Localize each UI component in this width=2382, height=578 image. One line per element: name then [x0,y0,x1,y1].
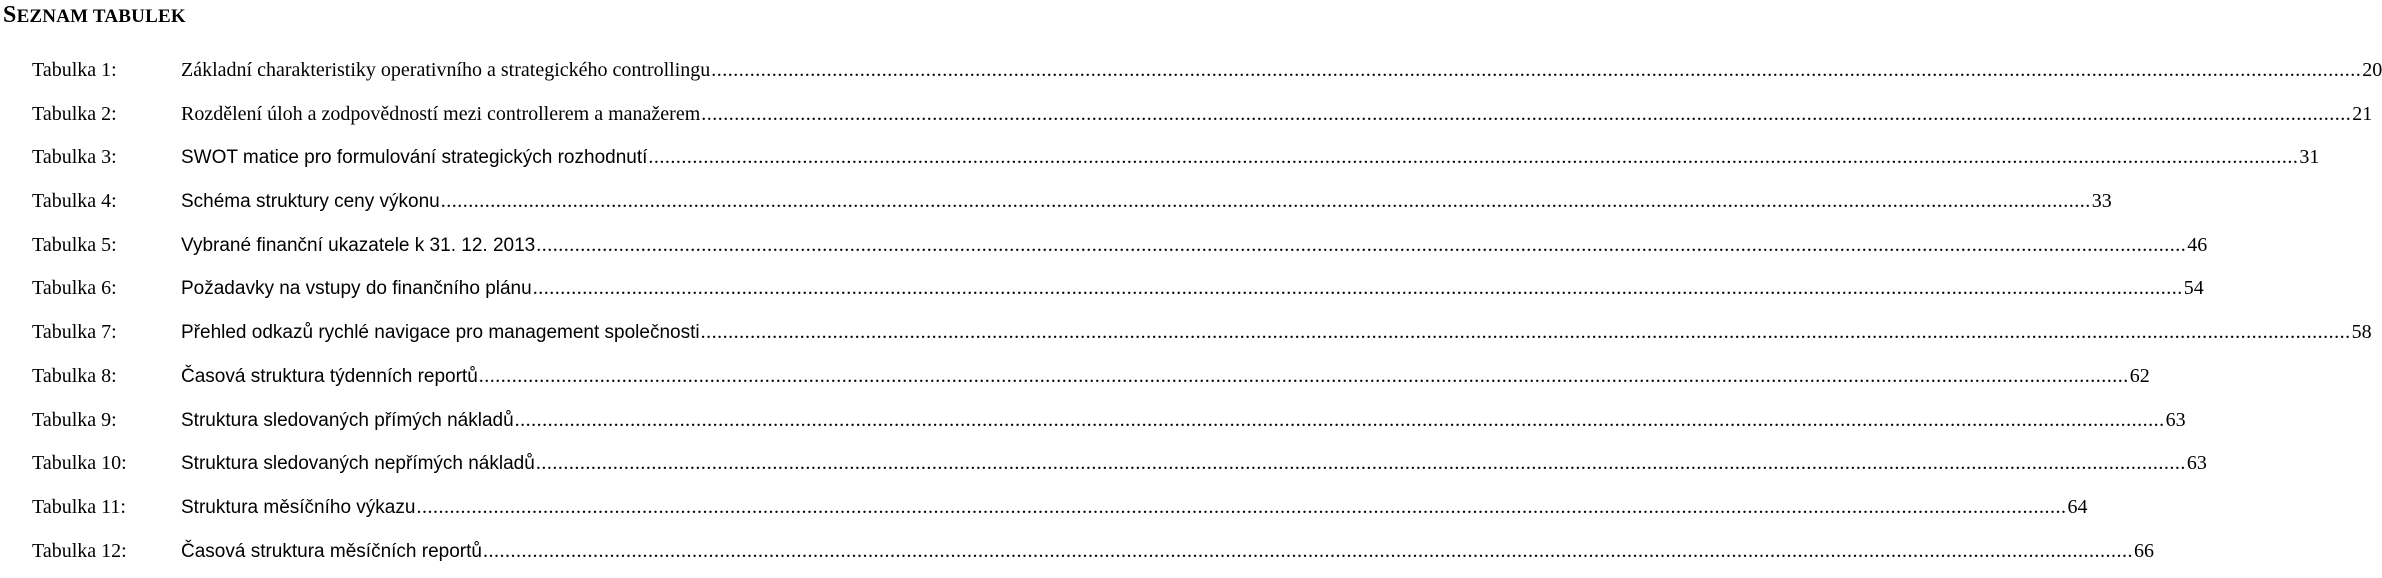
table-list [0,54,2382,578]
dot-leader: ............................................................................................................................................................................................................................................................................................................ [482,539,2133,562]
table-number: Tabulka 7: [32,321,117,344]
table-number: Tabulka 9: [32,408,117,431]
page-number[interactable]: 63 [2165,408,2186,431]
list-item[interactable] [0,185,2112,229]
page-number[interactable]: 62 [2129,364,2150,387]
table-number: Tabulka 1: [32,59,117,81]
dot-leader: ............................................................................................................................................................................................................................................................................................................ [536,233,2187,256]
table-title[interactable]: Požadavky na vstupy do finančního plánu [181,278,532,300]
list-item[interactable] [0,98,2373,142]
list-item[interactable] [0,141,2320,185]
page-title [3,1,186,31]
list-item[interactable] [0,229,2208,273]
list-item[interactable] [0,54,2382,98]
page-number[interactable]: 63 [2186,452,2207,475]
table-title[interactable]: Rozdělení úloh a zodpovědností mezi controllerem a manažerem [181,102,701,125]
table-title[interactable]: Přehled odkazů rychlé navigace pro management společnosti [181,322,700,344]
page-number[interactable]: 31 [2299,146,2320,169]
page-number[interactable]: 58 [2351,321,2372,344]
dot-leader: ............................................................................................................................................................................................................................................................................................................ [532,277,2183,300]
page-title-rest: EZNAM TABULEK [16,6,186,27]
table-number: Tabulka 6: [32,277,117,300]
table-title[interactable]: Struktura měsíčního výkazu [181,496,416,518]
page-number[interactable]: 46 [2187,233,2208,256]
dot-leader: ............................................................................................................................................................................................................................................................................................................ [478,364,2129,387]
dot-leader: ............................................................................................................................................................................................................................................................................................................ [711,59,2362,81]
dot-leader: ............................................................................................................................................................................................................................................................................................................ [700,321,2351,344]
dot-leader: ............................................................................................................................................................................................................................................................................................................ [535,452,2186,475]
table-title[interactable]: SWOT matice pro formulování strategických rozhodnutí [181,147,648,169]
table-number: Tabulka 5: [32,233,117,256]
table-number: Tabulka 8: [32,364,117,387]
page-title-initial: S [3,2,17,28]
table-title[interactable]: Časová struktura měsíčních reportů [181,540,482,562]
table-number: Tabulka 10: [32,452,127,475]
page-number[interactable]: 20 [2362,59,2382,81]
dot-leader: ............................................................................................................................................................................................................................................................................................................ [440,190,2091,213]
table-number: Tabulka 4: [32,190,117,213]
list-item[interactable] [0,491,2088,535]
page-number[interactable]: 64 [2067,495,2088,518]
page-number[interactable]: 21 [2352,102,2373,125]
dot-leader: ............................................................................................................................................................................................................................................................................................................ [416,495,2067,518]
dot-leader: ............................................................................................................................................................................................................................................................................................................ [514,408,2165,431]
page-number[interactable]: 66 [2133,539,2154,562]
table-number: Tabulka 3: [32,146,117,169]
table-number: Tabulka 11: [32,495,126,518]
list-item[interactable] [0,404,2186,448]
table-title[interactable]: Struktura sledovaných přímých nákladů [181,409,514,431]
table-title[interactable]: Schéma struktury ceny výkonu [181,191,440,213]
dot-leader: ............................................................................................................................................................................................................................................................................................................ [701,102,2352,125]
list-item[interactable] [0,360,2150,404]
dot-leader: ............................................................................................................................................................................................................................................................................................................ [648,146,2299,169]
table-title[interactable]: Vybrané finanční ukazatele k 31. 12. 2013 [181,234,536,256]
table-number: Tabulka 12: [32,539,127,562]
list-item[interactable] [0,316,2372,360]
table-title[interactable]: Struktura sledovaných nepřímých nákladů [181,453,535,475]
page-number[interactable]: 33 [2091,190,2112,213]
list-item[interactable] [0,447,2207,491]
page-number[interactable]: 54 [2183,277,2204,300]
list-item[interactable] [0,535,2154,578]
table-title[interactable]: Časová struktura týdenních reportů [181,365,478,387]
table-number: Tabulka 2: [32,102,117,125]
table-title[interactable]: Základní charakteristiky operativního a strategického controllingu [181,59,711,81]
list-item[interactable] [0,272,2204,316]
